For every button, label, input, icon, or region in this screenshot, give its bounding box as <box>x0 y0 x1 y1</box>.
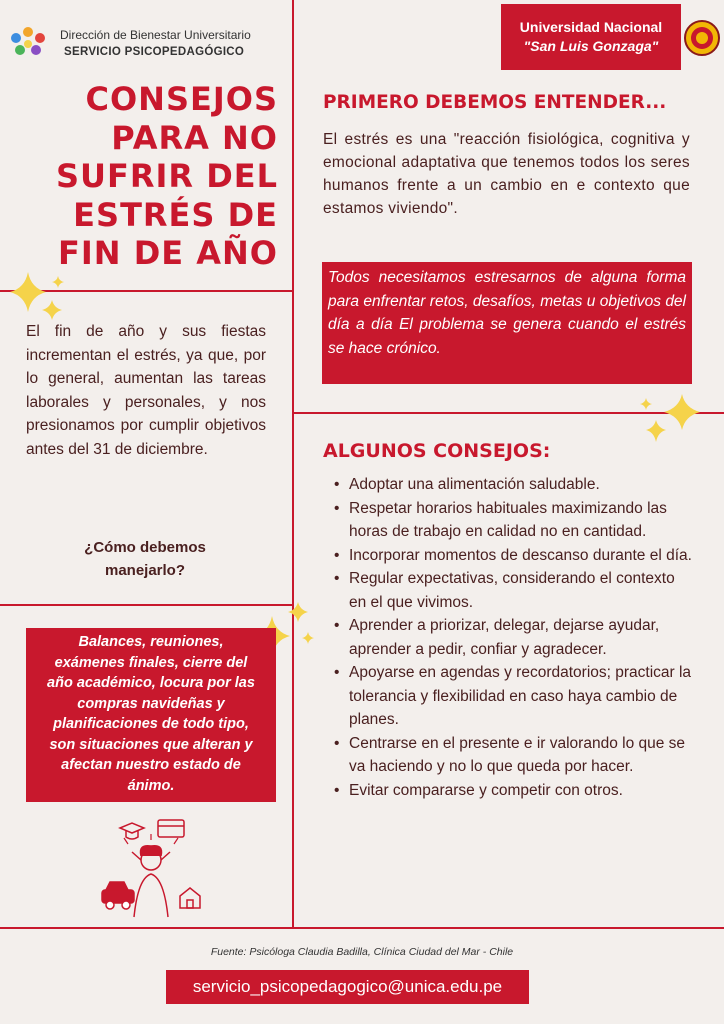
title-line: SUFRIR DEL <box>55 157 278 195</box>
situations-line: ánimo. <box>127 777 175 794</box>
list-item: • Adoptar una alimentación saludable. <box>330 473 695 497</box>
stress-definition: El estrés es una "reacción fisiológica, cognitiva y emocional adaptativa que tenemos todos los seres humanos frente a un cambio en e contexto que estamos viviendo". <box>323 131 690 217</box>
university-name: Universidad Nacional <box>519 19 663 35</box>
page-title <box>30 80 278 273</box>
divider-footer <box>0 927 724 929</box>
title-line: CONSEJOS <box>85 80 278 118</box>
intro-paragraph: El fin de año y sus fiestas incrementan el estrés, ya que, por lo general, aumentan las tareas laborales y personales, y nos presionamos por cumplir objetivos antes del 31 de diciembre. <box>26 323 266 458</box>
wellbeing-logo-icon <box>8 26 48 62</box>
department-name: Dirección de Bienestar Universitario <box>60 28 251 42</box>
list-item: • Centrarse en el presente e ir valorando lo que se va haciendo y no lo que queda por hacer. <box>330 732 695 779</box>
list-item: • Aprender a priorizar, delegar, dejarse ayudar, aprender a pedir, confiar y agradecer. <box>330 614 695 661</box>
title-line: ESTRÉS DE <box>73 195 278 234</box>
tips-list <box>330 473 695 802</box>
question-text <box>70 536 220 582</box>
section-heading-understand: PRIMERO DEBEMOS ENTENDER... <box>323 92 667 113</box>
question-line: ¿Cómo debemos <box>84 539 206 556</box>
service-name: SERVICIO PSICOPEDAGÓGICO <box>64 46 245 58</box>
title-line: PARA NO <box>111 118 278 157</box>
university-seal-icon <box>684 20 720 56</box>
situations-line: exámenes finales, cierre del <box>54 654 248 671</box>
stress-quote-box: Todos necesitamos estresarnos de alguna forma para enfrentar retos, desafíos, metas u objetivos del día a día El problema se genera cuando el estrés se hace crónico. <box>322 262 692 384</box>
situations-line: planificaciones de todo tipo, <box>53 716 249 732</box>
list-item: • Incorporar momentos de descanso durante el día. <box>330 544 695 568</box>
stressed-person-illustration-icon <box>98 816 204 918</box>
section-heading-tips: ALGUNOS CONSEJOS: <box>323 440 551 462</box>
situations-line: afectan nuestro estado de <box>61 757 241 773</box>
title-line: FIN DE AÑO <box>58 234 278 272</box>
contact-email[interactable]: servicio_psicopedagogico@unica.edu.pe <box>166 970 529 1004</box>
list-item: • Apoyarse en agendas y recordatorios; practicar la tolerancia y flexibilidad en caso haya cambio de planes. <box>330 661 695 732</box>
vertical-divider <box>292 0 294 928</box>
list-item: • Regular expectativas, considerando el contexto en el que vivimos. <box>330 567 695 614</box>
situations-line: año académico, locura por las <box>47 675 255 691</box>
situations-line: son situaciones que alteran y <box>49 736 253 753</box>
university-banner <box>501 4 681 70</box>
situations-box <box>26 628 276 802</box>
question-line: manejarlo? <box>104 562 186 579</box>
list-item: • Evitar compararse y competir con otros. <box>330 779 695 803</box>
situations-line: Balances, reuniones, <box>78 634 224 650</box>
list-item: • Respetar horarios habituales maximizando las horas de trabajo en calidad no en cantidad. <box>330 497 695 544</box>
source-citation: Fuente: Psicóloga Claudia Badilla, Clínica Ciudad del Mar - Chile <box>210 946 514 958</box>
situations-line: compras navideñas y <box>77 695 225 712</box>
sparkle-icon <box>6 268 70 322</box>
university-subtitle: "San Luis Gonzaga" <box>523 38 659 54</box>
sparkle-icon <box>636 392 706 448</box>
